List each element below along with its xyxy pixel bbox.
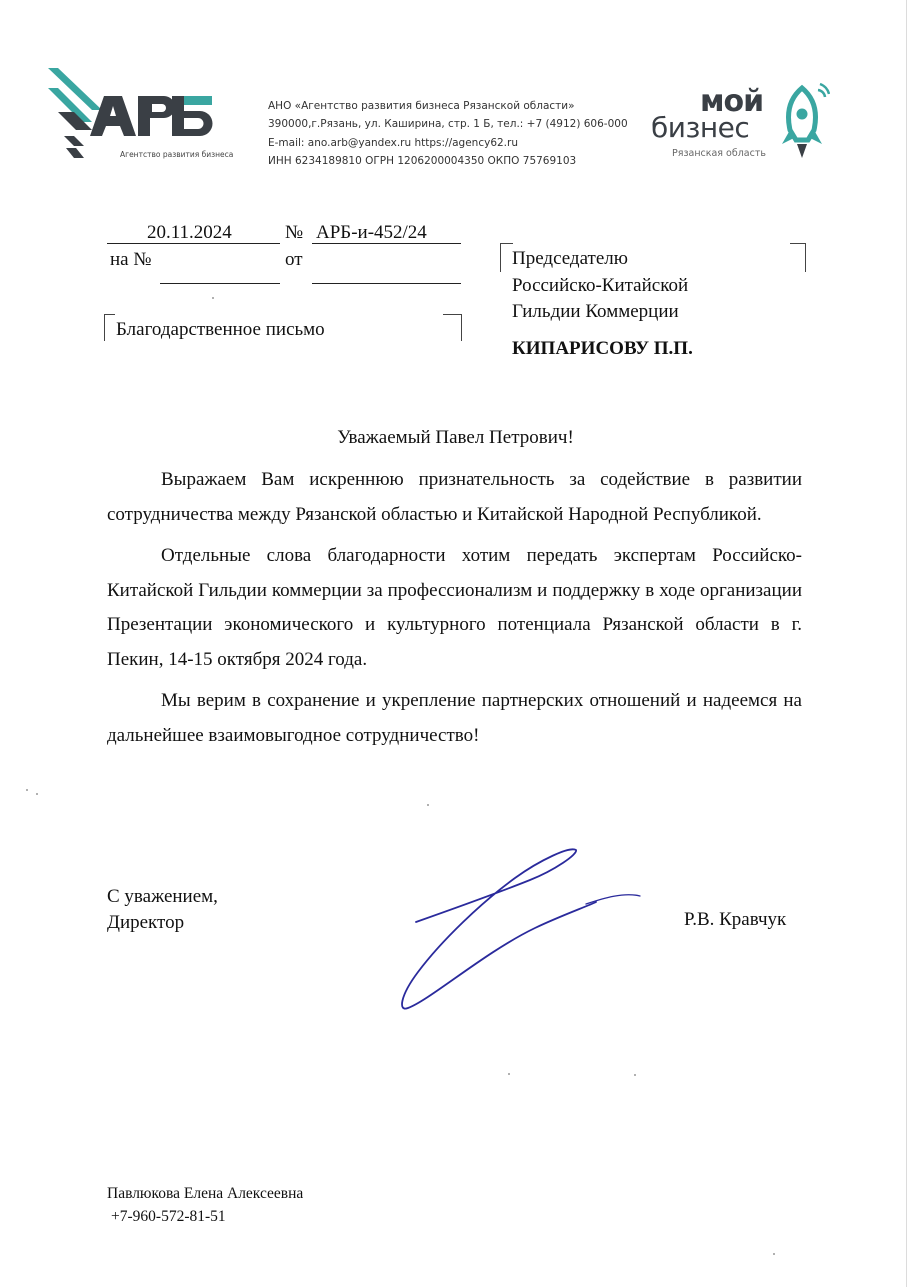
contact-phone: +7-960-572-81-51 — [111, 1208, 226, 1225]
paragraph-experts: Отдельные слова благодарности хотим передать экспертам Российско-Китайской Гильдии коммерции за профессионализм и поддержку в ходе организации Презентации экономического и культурного потенциала Рязанской области в г. Пекин, 14-15 октября 2024 года. — [107, 545, 802, 670]
moy-biznes-word1: мой — [700, 84, 764, 119]
addressee-title-line3: Гильдии Коммерции — [512, 301, 679, 322]
handwritten-signature-icon — [390, 840, 660, 1020]
addressee-title-line1: Председателю — [512, 248, 628, 269]
letter-subject: Благодарственное письмо — [116, 319, 325, 340]
closing-regards: С уважением, — [107, 886, 218, 907]
scan-speck — [212, 297, 214, 299]
addressee-corner-right — [790, 243, 806, 272]
scan-speck — [773, 1253, 775, 1255]
moy-biznes-word2: бизнес — [651, 111, 750, 144]
contact-block — [107, 1182, 303, 1228]
scan-speck — [427, 804, 429, 806]
org-name-line: АНО «Агентство развития бизнеса Рязанской области» — [268, 100, 575, 112]
moy-biznes-region: Рязанская область — [672, 148, 766, 159]
org-contacts-line: E-mail: ano.arb@yandex.ru https://agency62.ru — [268, 136, 518, 149]
salutation: Уважаемый Павел Петрович! — [337, 427, 574, 448]
paragraph-gratitude: Выражаем Вам искреннюю признательность за содействие в развитии сотрудничества между Рязанской областью и Китайской Народной Республикой. — [107, 469, 802, 525]
outgoing-number: АРБ-и-452/24 — [316, 222, 427, 243]
outgoing-date: 20.11.2024 — [147, 222, 232, 243]
organization-info — [268, 97, 628, 170]
scan-speck — [26, 789, 28, 791]
scan-speck — [634, 1074, 636, 1076]
letter-body — [107, 463, 802, 760]
org-address-line: 390000,г.Рязань, ул. Каширина, стр. 1 Б, тел.: +7 (4912) 606-000 — [268, 118, 628, 131]
contact-name: Павлюкова Елена Алексеевна — [107, 1185, 304, 1202]
page-edge — [906, 0, 907, 1287]
reply-to-label: на № — [110, 249, 152, 270]
reply-date-underline — [312, 283, 461, 284]
signer-position: Директор — [107, 912, 185, 933]
org-registration-line: ИНН 6234189810 ОГРН 1206200004350 ОКПО 75769103 — [268, 154, 577, 167]
rocket-logo-icon — [778, 82, 830, 164]
number-underline — [312, 243, 461, 244]
addressee-block — [512, 246, 693, 362]
reply-number-underline — [160, 283, 280, 284]
arb-logo-caption: Агентство развития бизнеса — [120, 150, 234, 159]
subject-corner-left — [104, 314, 115, 341]
date-underline — [107, 243, 280, 244]
number-sign: № — [285, 222, 304, 243]
scan-speck — [508, 1073, 510, 1075]
signer-name: Р.В. Кравчук — [684, 909, 787, 930]
addressee-title-line2: Российско-Китайской — [512, 274, 689, 296]
subject-corner-right — [443, 314, 462, 341]
from-label: от — [285, 249, 303, 270]
scan-speck — [36, 793, 38, 795]
addressee-name: КИПАРИСОВУ П.П. — [512, 337, 693, 359]
paragraph-partnership: Мы верим в сохранение и укрепление партнерских отношений и надеемся на дальнейшее взаимовыгодное сотрудничество! — [107, 690, 802, 746]
closing-block — [107, 884, 218, 936]
